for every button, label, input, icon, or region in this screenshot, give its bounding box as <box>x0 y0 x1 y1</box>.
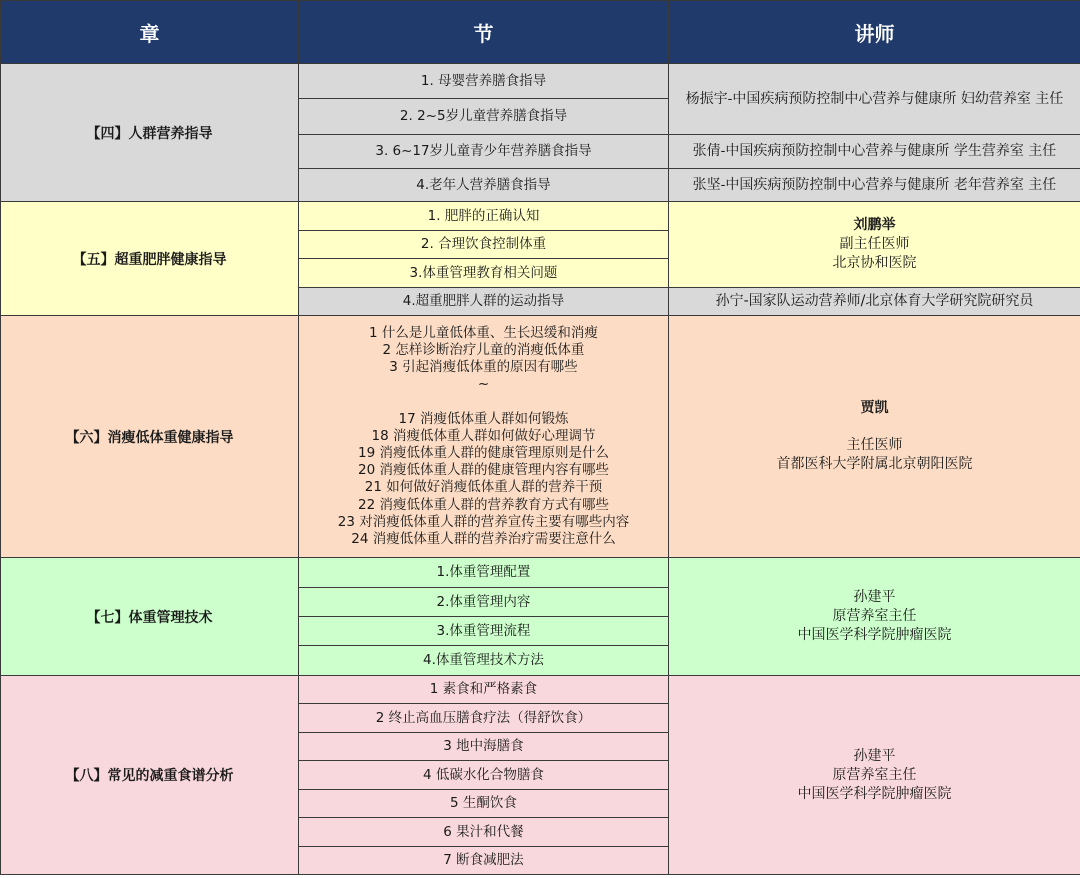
list-item: 2 怎样诊断治疗儿童的消瘦低体重 <box>382 341 585 358</box>
table-row <box>1 316 1080 558</box>
teacher-cell: 杨振宇-中国疾病预防控制中心营养与健康所 妇幼营养室 主任 <box>669 64 1080 135</box>
teacher-title: 主任医师 <box>846 437 903 453</box>
section-cell: 1. 母婴营养膳食指导 <box>299 64 669 99</box>
teacher-cell <box>669 676 1080 875</box>
list-item: 1 什么是儿童低体重、生长迟缓和消瘦 <box>369 324 598 341</box>
header-teacher: 讲师 <box>669 1 1080 64</box>
chapter-8-title: 【八】常见的减重食谱分析 <box>1 676 299 875</box>
chapter-6-title: 【六】消瘦低体重健康指导 <box>1 316 299 558</box>
section-cell: 2 终止高血压膳食疗法（得舒饮食） <box>299 704 669 733</box>
teacher-cell: 孙宁-国家队运动营养师/北京体育大学研究院研究员 <box>669 288 1080 316</box>
section-cell: 7 断食减肥法 <box>299 847 669 875</box>
section-cell: 4 低碳水化合物膳食 <box>299 761 669 790</box>
section-cell: 1.体重管理配置 <box>299 558 669 588</box>
table-row <box>1 64 1080 99</box>
section-cell: 3.体重管理流程 <box>299 617 669 646</box>
section-cell: 3 地中海膳食 <box>299 733 669 761</box>
section-cell: 2. 2~5岁儿童营养膳食指导 <box>299 99 669 135</box>
list-item: 20 消瘦低体重人群的健康管理内容有哪些 <box>358 462 609 479</box>
list-item: 17 消瘦低体重人群如何锻炼 <box>398 410 569 427</box>
list-item: 21 如何做好消瘦低体重人群的营养干预 <box>364 479 603 496</box>
header-row <box>1 1 1080 64</box>
header-section: 节 <box>299 1 669 64</box>
teacher-name: 孙建平 <box>853 747 896 764</box>
teacher-title: 原营养室主任 <box>832 608 917 624</box>
section-cell: 3.体重管理教育相关问题 <box>299 259 669 288</box>
teacher-cell <box>669 202 1080 288</box>
teacher-org: 北京协和医院 <box>832 255 917 271</box>
section-cell: 2.体重管理内容 <box>299 588 669 617</box>
teacher-cell <box>669 316 1080 558</box>
section-cell: 2. 合理饮食控制体重 <box>299 231 669 259</box>
header-chapter: 章 <box>1 1 299 64</box>
section-cell: 1 素食和严格素食 <box>299 676 669 704</box>
teacher-name: 孙建平 <box>853 589 896 605</box>
teacher-org: 首都医科大学附属北京朝阳医院 <box>776 456 973 472</box>
section-cell: 6 果汁和代餐 <box>299 818 669 847</box>
chapter-5-title: 【五】超重肥胖健康指导 <box>1 202 299 316</box>
teacher-org: 中国医学科学院肿瘤医院 <box>797 627 952 643</box>
teacher-name: 刘鹏举 <box>853 217 896 233</box>
section-list-cell <box>299 316 669 558</box>
teacher-name: 贾凯 <box>860 400 889 416</box>
teacher-title: 副主任医师 <box>839 236 910 252</box>
table-row <box>1 202 1080 231</box>
list-item: ~ <box>477 376 490 393</box>
section-cell: 4.体重管理技术方法 <box>299 646 669 676</box>
teacher-cell: 张坚-中国疾病预防控制中心营养与健康所 老年营养室 主任 <box>669 169 1080 202</box>
teacher-cell: 张倩-中国疾病预防控制中心营养与健康所 学生营养室 主任 <box>669 135 1080 169</box>
list-item: 22 消瘦低体重人群的营养教育方式有哪些 <box>358 496 609 513</box>
list-item: 19 消瘦低体重人群的健康管理原则是什么 <box>358 445 609 461</box>
teacher-cell <box>669 558 1080 676</box>
section-cell: 3. 6~17岁儿童青少年营养膳食指导 <box>299 135 669 169</box>
teacher-org: 中国医学科学院肿瘤医院 <box>797 785 952 802</box>
list-item: 23 对消瘦低体重人群的营养宣传主要有哪些内容 <box>337 513 630 530</box>
chapter-4-title: 【四】人群营养指导 <box>1 64 299 202</box>
table-row <box>1 676 1080 704</box>
chapter-7-title: 【七】体重管理技术 <box>1 558 299 676</box>
section-cell: 4.超重肥胖人群的运动指导 <box>299 288 669 316</box>
list-item: 3 引起消瘦低体重的原因有哪些 <box>389 359 578 376</box>
list-item: 24 消瘦低体重人群的营养治疗需要注意什么 <box>351 531 616 548</box>
section-cell: 4.老年人营养膳食指导 <box>299 169 669 202</box>
table-row <box>1 558 1080 588</box>
list-item: 18 消瘦低体重人群如何做好心理调节 <box>371 427 596 444</box>
section-cell: 1. 肥胖的正确认知 <box>299 202 669 231</box>
teacher-title: 原营养室主任 <box>832 766 917 783</box>
section-cell: 5 生酮饮食 <box>299 790 669 818</box>
list-item <box>299 394 668 411</box>
